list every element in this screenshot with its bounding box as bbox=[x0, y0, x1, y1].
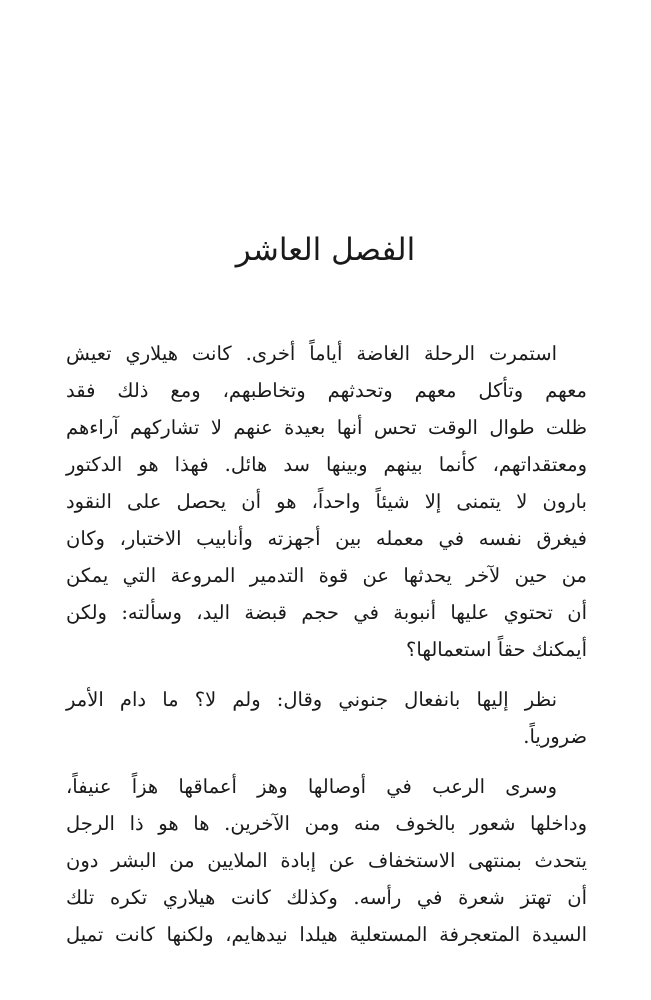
text-line: وداخلها شعور بالخوف منه ومن الآخرين. ها هو ذا الرجل bbox=[66, 812, 587, 835]
text-line: أن تحتوي عليها أنبوبة في حجم قبضة اليد، وسألته: ولكن bbox=[66, 601, 587, 624]
text-line: من حين لآخر يحدثها عن قوة التدمير المروعة التي يمكن bbox=[66, 564, 587, 587]
text-line: فيغرق نفسه في معمله بين أجهزته وأنابيب الاختبار، وكان bbox=[66, 527, 587, 550]
text-line: أيمكنك حقاً استعمالها؟ bbox=[406, 638, 587, 661]
body-text bbox=[66, 335, 587, 966]
text-line: وسرى الرعب في أوصالها وهز أعماقها هزاً عنيفاً، bbox=[66, 775, 557, 798]
text-line: السيدة المتعجرفة المستعلية هيلدا نيدهايم، ولكنها كانت تميل bbox=[66, 923, 587, 946]
text-line: نظر إليها بانفعال جنوني وقال: ولم لا؟ ما دام الأمر bbox=[66, 688, 557, 711]
text-line: معهم وتأكل معهم وتحدثهم وتخاطبهم، ومع ذلك فقد bbox=[66, 379, 587, 402]
text-line: ضرورياً. bbox=[523, 725, 587, 748]
paragraph-2 bbox=[66, 681, 587, 755]
paragraph-3 bbox=[66, 768, 587, 953]
text-line: استمرت الرحلة الغاضة أياماً أخرى. كانت هيلاري تعيش bbox=[66, 342, 557, 365]
text-line: بارون لا يتمنى إلا شيئاً واحداً، هو أن يحصل على النقود bbox=[66, 490, 587, 513]
text-line: ومعتقداتهم، كأنما بينهم وبينها سد هائل. فهذا هو الدكتور bbox=[66, 453, 587, 476]
text-line: أن تهتز شعرة في رأسه. وكذلك كانت هيلاري تكره تلك bbox=[66, 886, 587, 909]
chapter-title: الفصل العاشر bbox=[235, 232, 416, 268]
paragraph-1 bbox=[66, 335, 587, 668]
text-line: ظلت طوال الوقت تحس أنها بعيدة عنهم لا تشاركهم آراءهم bbox=[66, 416, 587, 439]
text-line: يتحدث بمنتهى الاستخفاف عن إبادة الملايين من البشر دون bbox=[66, 849, 587, 872]
